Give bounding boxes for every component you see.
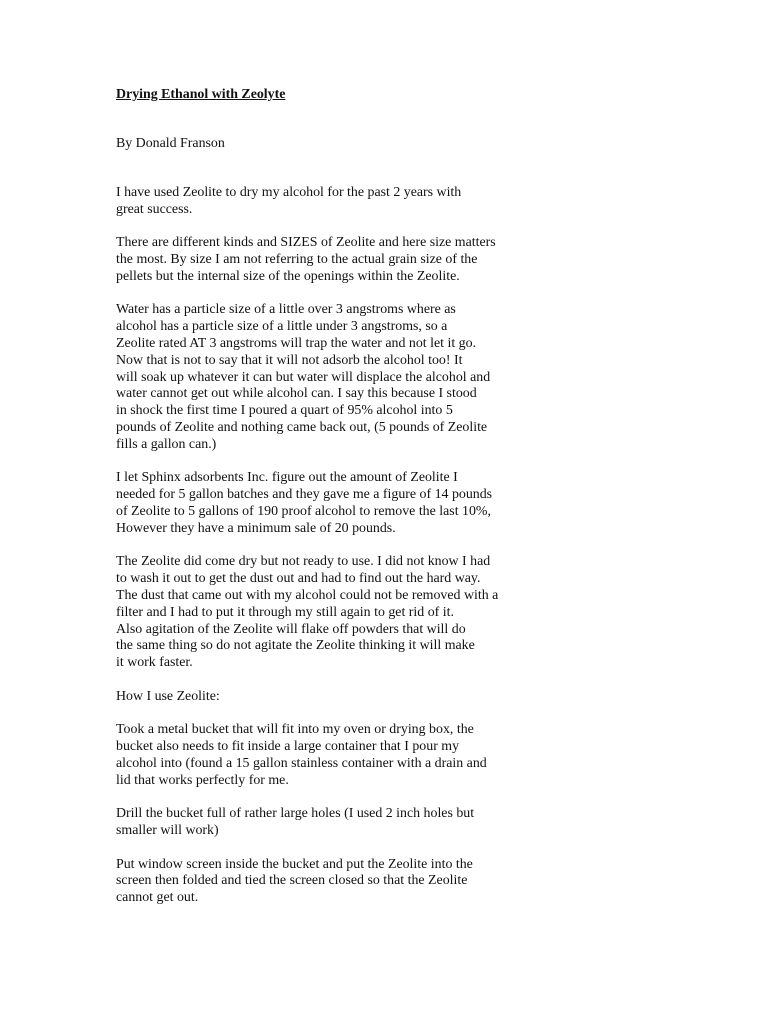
text-line: water cannot get out while alcohol can. I say this because I stood [116, 386, 477, 402]
text-line: alcohol has a particle size of a little under 3 angstroms, so a [116, 319, 448, 335]
paragraph [116, 470, 728, 537]
paragraph [116, 722, 728, 789]
text-line: Zeolite rated AT 3 angstroms will trap the water and not let it go. [116, 335, 477, 351]
text-line: needed for 5 gallon batches and they gave me a figure of 14 pounds [116, 487, 493, 503]
text-line: Drill the bucket full of rather large holes (I used 2 inch holes but [116, 806, 475, 822]
text-line: will soak up whatever it can but water will displace the alcohol and [116, 369, 491, 385]
text-line: the most. By size I am not referring to the actual grain size of the [116, 251, 478, 267]
text-line: in shock the first time I poured a quart of 95% alcohol into 5 [116, 403, 453, 419]
document-title: Drying Ethanol with Zeolyte [116, 87, 286, 102]
text-line: screen then folded and tied the screen closed so that the Zeolite [116, 873, 468, 889]
text-line: Now that is not to say that it will not adsorb the alcohol too! It [116, 352, 463, 368]
text-line: cannot get out. [116, 890, 199, 906]
text-line: pounds of Zeolite and nothing came back out, (5 pounds of Zeolite [116, 419, 488, 435]
paragraph [116, 235, 728, 285]
text-line: Water has a particle size of a little over 3 angstroms where as [116, 302, 456, 318]
document-body [116, 185, 728, 907]
text-line: bucket also needs to fit inside a large container that I pour my [116, 739, 460, 755]
text-line: Put window screen inside the bucket and put the Zeolite into the [116, 856, 473, 872]
text-line: of Zeolite to 5 gallons of 190 proof alcohol to remove the last 10%, [116, 503, 491, 519]
paragraph [116, 185, 728, 219]
text-line: fills a gallon can.) [116, 436, 217, 452]
text-line: Took a metal bucket that will fit into my oven or drying box, the [116, 722, 474, 738]
paragraph [116, 806, 728, 840]
text-line: I have used Zeolite to dry my alcohol for the past 2 years with [116, 184, 462, 200]
text-line: Also agitation of the Zeolite will flake off powders that will do [116, 621, 466, 637]
text-line: to wash it out to get the dust out and had to find out the hard way. [116, 571, 481, 587]
text-line: I let Sphinx adsorbents Inc. figure out the amount of Zeolite I [116, 470, 458, 486]
document-author: By Donald Franson [116, 136, 225, 151]
paragraph [116, 857, 728, 907]
paragraph [116, 554, 728, 672]
text-line: lid that works perfectly for me. [116, 772, 289, 788]
text-line: The Zeolite did come dry but not ready to use. I did not know I had [116, 554, 491, 570]
text-line: How I use Zeolite: [116, 688, 220, 704]
paragraph [116, 689, 728, 706]
text-line: The dust that came out with my alcohol could not be removed with a [116, 587, 499, 603]
text-line: it work faster. [116, 655, 193, 671]
text-line: pellets but the internal size of the openings within the Zeolite. [116, 268, 460, 284]
paragraph [116, 302, 728, 453]
text-line: alcohol into (found a 15 gallon stainless container with a drain and [116, 755, 487, 771]
text-line: filter and I had to put it through my still again to get rid of it. [116, 604, 454, 620]
text-line: However they have a minimum sale of 20 pounds. [116, 520, 396, 536]
text-line: There are different kinds and SIZES of Zeolite and here size matters [116, 235, 496, 251]
text-line: smaller will work) [116, 823, 219, 839]
text-line: the same thing so do not agitate the Zeolite thinking it will make [116, 638, 475, 654]
text-line: great success. [116, 201, 193, 217]
